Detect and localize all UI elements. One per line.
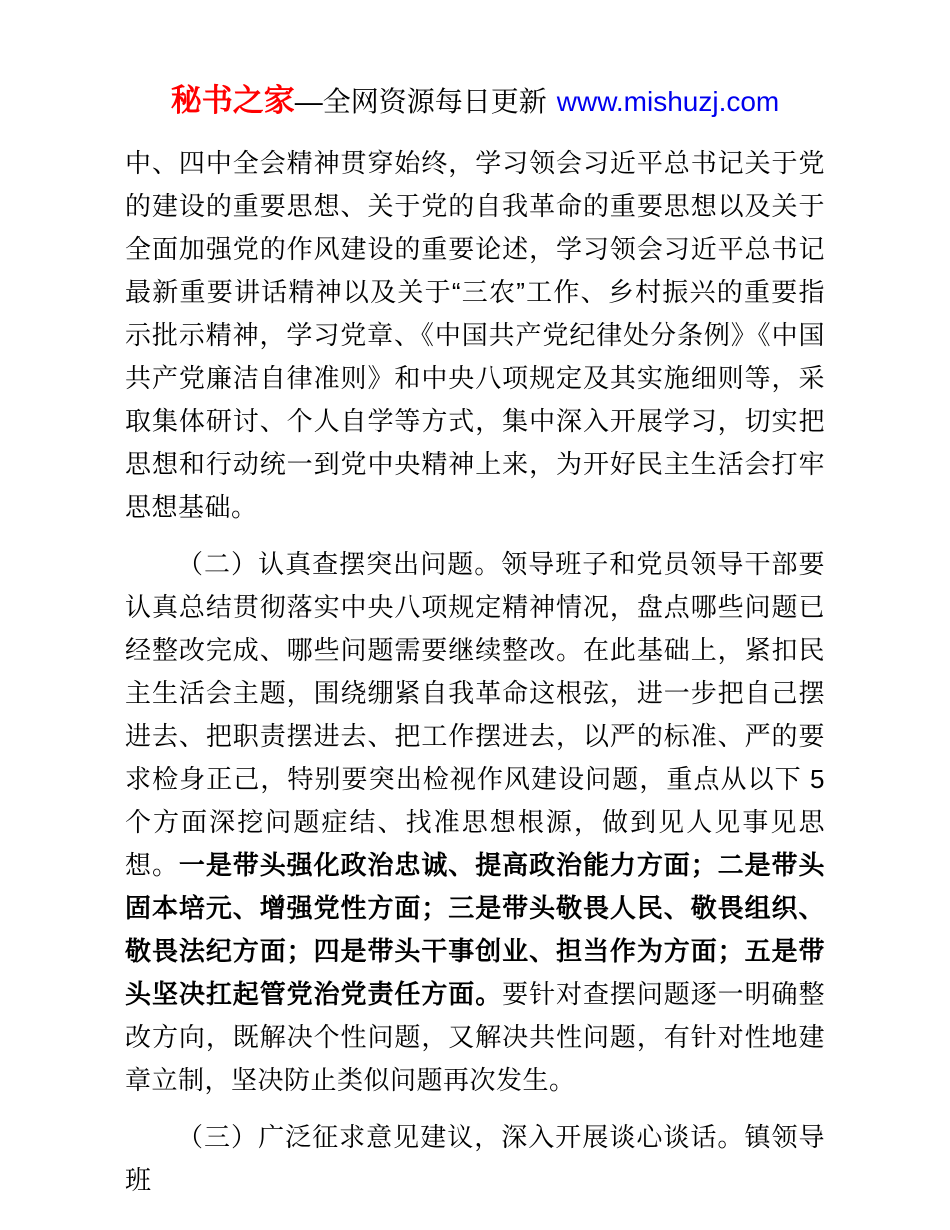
- site-url-link[interactable]: www.mishuzj.com: [556, 86, 780, 117]
- site-tagline: 全网资源每日更新: [322, 86, 547, 117]
- paragraph-study-continuation: [125, 142, 825, 529]
- paragraph-section-two: [125, 543, 825, 1102]
- paragraph-bold-text: 一是带头强化政治忠诚、提高政治能力方面；二是带头固本培元、增强党性方面；三是带头敬畏人民、敬畏组织、敬畏法纪方面；四是带头干事创业、担当作为方面；五是带头坚决扛起管党治党责任方面。: [125, 850, 825, 1009]
- paragraph-section-three: [125, 1116, 825, 1202]
- site-header: [0, 0, 950, 121]
- paragraph-text: 要针对查摆问题逐一明确整改方向，既解决个性问题，又解决共性问题，有针对性地建章立制，坚决防止类似问题再次发生。: [125, 979, 825, 1095]
- header-separator: —: [294, 86, 323, 117]
- paragraph-text: （二）认真查摆突出问题。领导班子和党员领导干部要认真总结贯彻落实中央八项规定精神情况，盘点哪些问题已经整改完成、哪些问题需要继续整改。在此基础上，紧扣民主生活会主题，围绕绷紧自我革命这根弦，进一步把自己摆进去、把职责摆进去、把工作摆进去，以严的标准、严的要求检身正己，特别要突出检视作风建设问题，重点从以下 5 个方面深挖问题症结、找准思想根源，做到见人见事见思想。: [125, 549, 825, 880]
- paragraph-text: 中、四中全会精神贯穿始终，学习领会习近平总书记关于党的建设的重要思想、关于党的自我革命的重要思想以及关于全面加强党的作风建设的重要论述，学习领会习近平总书记最新重要讲话精神以及关于“三农”工作、乡村振兴的重要指示批示精神，学习党章、《中国共产党纪律处分条例》《中国共产党廉洁自律准则》和中央八项规定及其实施细则等，采取集体研讨、个人自学等方式，集中深入开展学习，切实把思想和行动统一到党中央精神上来，为开好民主生活会打牢思想基础。: [125, 148, 825, 522]
- paragraph-text: （三）广泛征求意见建议，深入开展谈心谈话。镇领导班: [125, 1122, 825, 1195]
- site-brand: 秘书之家: [170, 83, 295, 118]
- document-body: [125, 142, 825, 1202]
